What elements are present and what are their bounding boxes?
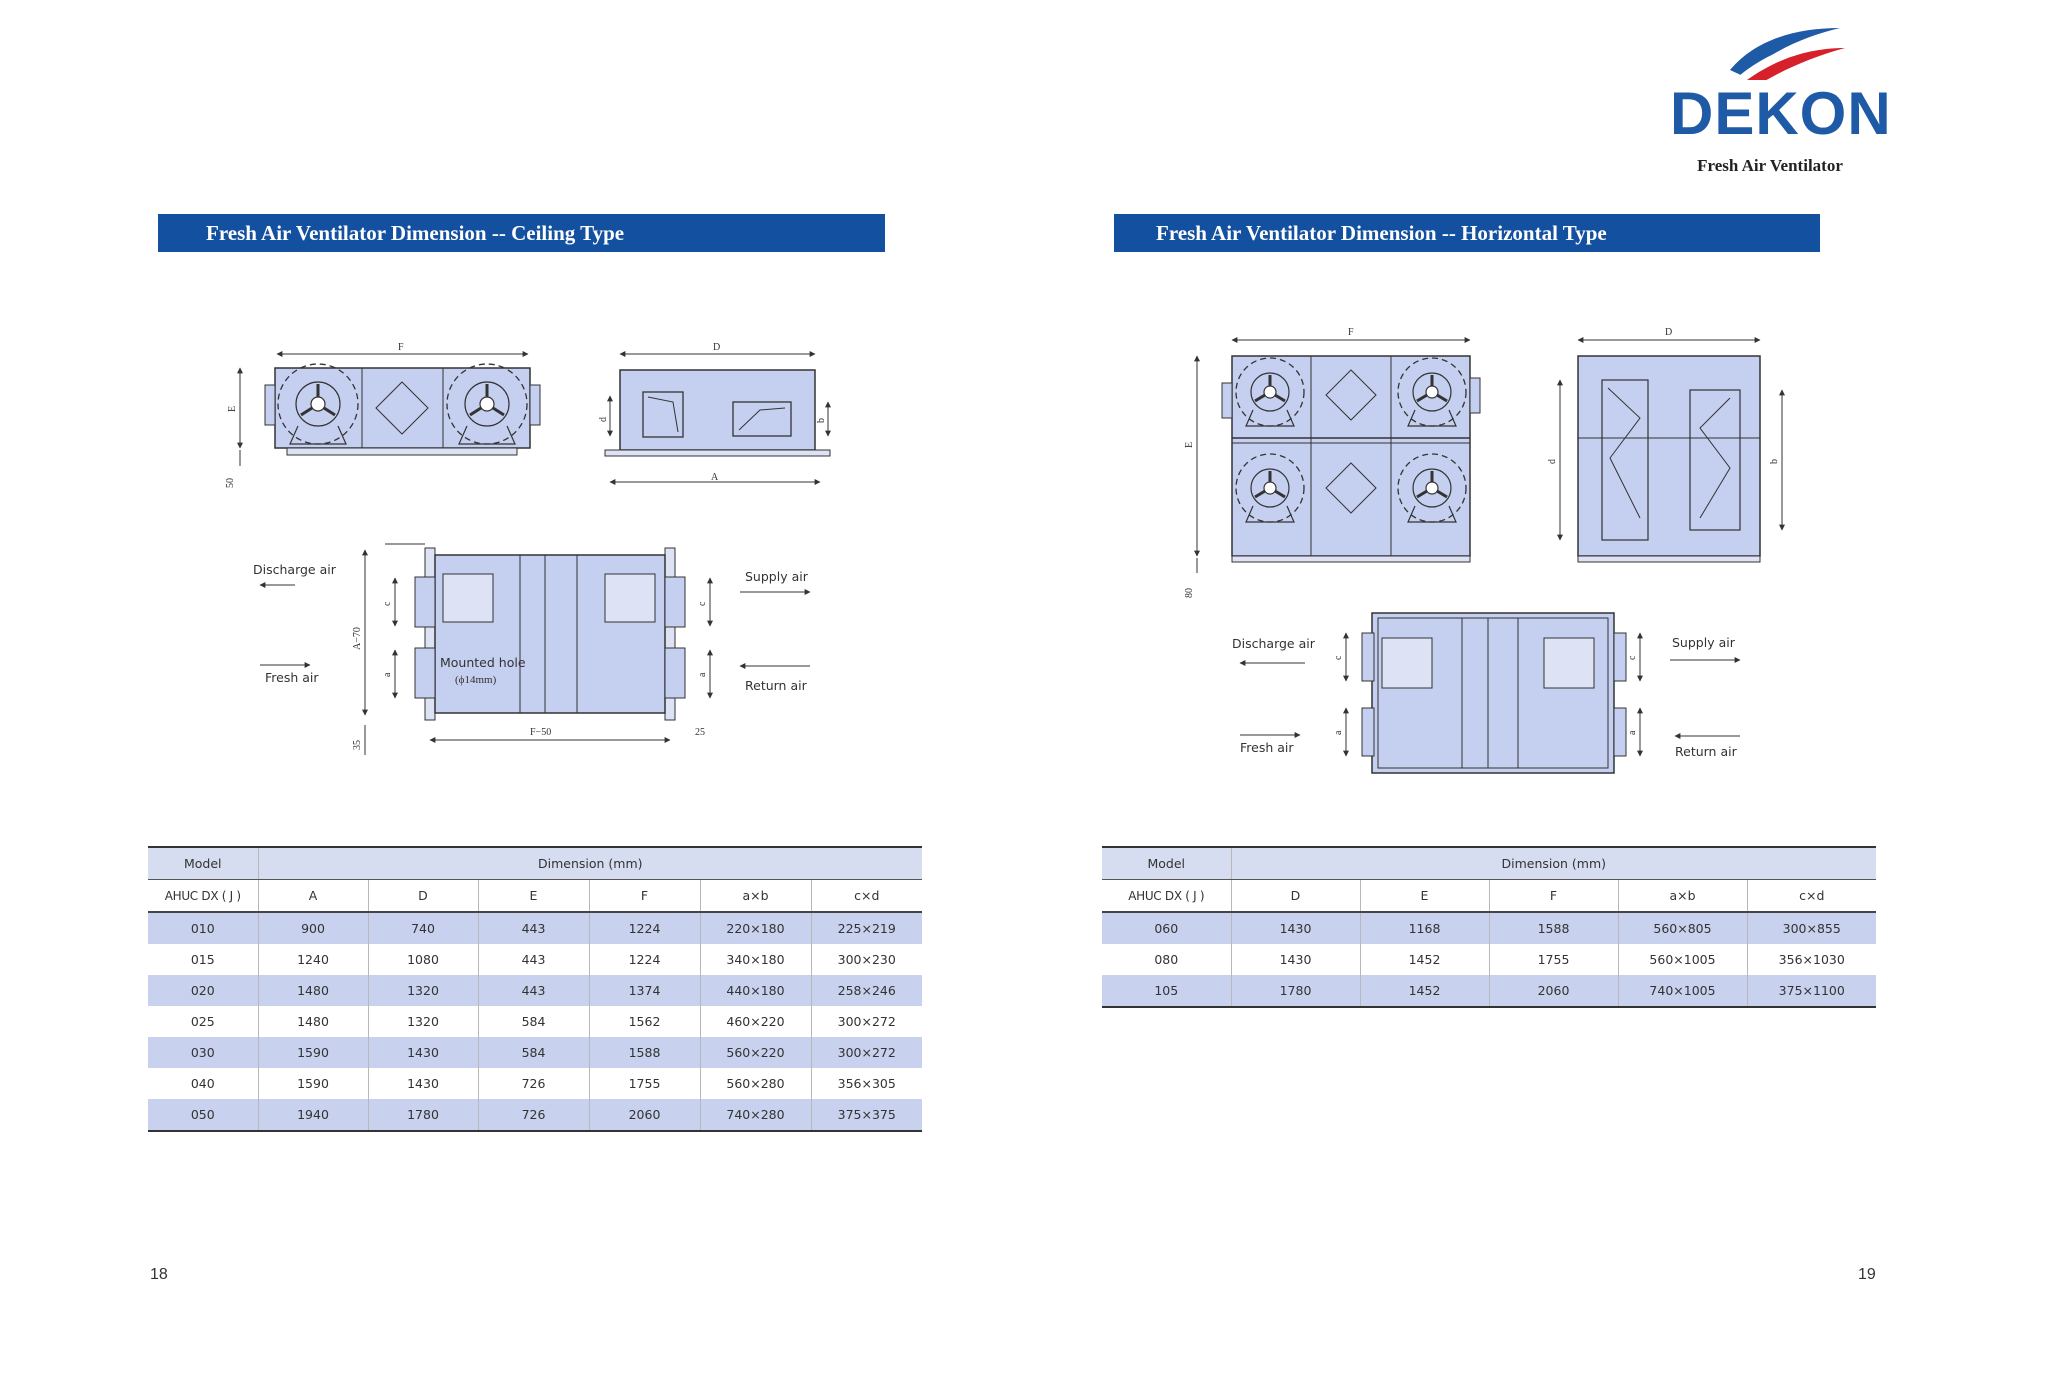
table-cell: 1320	[368, 975, 478, 1006]
table-cell: 1588	[1489, 912, 1618, 944]
brand-logo	[1670, 20, 1892, 176]
dim-d: d	[598, 417, 609, 422]
mounted-hole-label: Mounted hole	[440, 655, 526, 670]
col-header: c×d	[1747, 880, 1876, 913]
dim-a-left: a	[382, 672, 393, 677]
table-row	[148, 1099, 922, 1131]
col-header: D	[368, 880, 478, 913]
ceiling-dimension-table	[148, 846, 922, 1132]
table-cell: 356×305	[811, 1068, 922, 1099]
table-cell: 1224	[589, 912, 700, 944]
col-header: a×b	[700, 880, 811, 913]
table-cell: 1940	[258, 1099, 368, 1131]
horizontal-plan-view	[1232, 613, 1740, 773]
dim-A: A	[711, 472, 719, 483]
horizontal-type-title: Fresh Air Ventilator Dimension -- Horizontal Type	[1114, 214, 1820, 252]
table-cell: 1080	[368, 944, 478, 975]
table-cell: 225×219	[811, 912, 922, 944]
h-dim-E: E	[1184, 441, 1195, 448]
dim-35: 35	[352, 740, 363, 750]
ceiling-side-view	[598, 342, 830, 483]
model-header: Model	[1102, 847, 1231, 880]
ceiling-type-drawing	[215, 330, 855, 760]
h-dim-c-left: c	[1333, 655, 1344, 660]
table-cell: 010	[148, 912, 258, 944]
h-discharge-air-label: Discharge air	[1232, 636, 1315, 651]
h-return-air-label: Return air	[1675, 744, 1737, 759]
horizontal-side-view	[1547, 327, 1782, 562]
table-cell: 560×220	[700, 1037, 811, 1068]
table-cell: 440×180	[700, 975, 811, 1006]
table-row	[148, 1068, 922, 1099]
table-cell: 015	[148, 944, 258, 975]
dim-A-70: A−70	[352, 627, 363, 650]
dim-E: E	[227, 405, 238, 412]
table-cell: 1780	[368, 1099, 478, 1131]
table-cell: 726	[478, 1068, 589, 1099]
table-cell: 1224	[589, 944, 700, 975]
table-cell: 1430	[368, 1068, 478, 1099]
dim-50: 50	[225, 478, 236, 488]
table-row	[1102, 944, 1876, 975]
dim-c-right: c	[697, 601, 708, 606]
table-cell: 560×1005	[1618, 944, 1747, 975]
table-cell: 1480	[258, 975, 368, 1006]
table-cell: 1480	[258, 1006, 368, 1037]
supply-air-label: Supply air	[745, 569, 808, 584]
table-cell: 375×375	[811, 1099, 922, 1131]
ceiling-front-view	[225, 342, 540, 488]
table-cell: 740×1005	[1618, 975, 1747, 1007]
col-header: F	[1489, 880, 1618, 913]
table-cell: 1452	[1360, 975, 1489, 1007]
fresh-air-label: Fresh air	[265, 670, 319, 685]
table-cell: 030	[148, 1037, 258, 1068]
horizontal-front-view	[1184, 327, 1480, 598]
table-cell: 560×280	[700, 1068, 811, 1099]
table-cell: 1590	[258, 1037, 368, 1068]
dim-25: 25	[695, 727, 705, 738]
brand-swoosh-icon	[1725, 20, 1845, 80]
h-dim-F: F	[1348, 327, 1354, 338]
table-cell: 1374	[589, 975, 700, 1006]
col-header: c×d	[811, 880, 922, 913]
table-cell: 105	[1102, 975, 1231, 1007]
table-cell: 1780	[1231, 975, 1360, 1007]
table-cell: 900	[258, 912, 368, 944]
table-cell: 050	[148, 1099, 258, 1131]
table-cell: 300×230	[811, 944, 922, 975]
dimension-header: Dimension (mm)	[1231, 847, 1876, 880]
table-cell: 340×180	[700, 944, 811, 975]
table-row	[148, 975, 922, 1006]
table-cell: 1430	[368, 1037, 478, 1068]
table-cell: 1240	[258, 944, 368, 975]
horizontal-dimension-table	[1102, 846, 1876, 1008]
table-cell: 300×272	[811, 1037, 922, 1068]
table-row	[1102, 975, 1876, 1007]
table-cell: 1755	[1489, 944, 1618, 975]
table-cell: 2060	[589, 1099, 700, 1131]
mounted-hole-size: (ϕ14mm)	[455, 674, 497, 686]
col-header: a×b	[1618, 880, 1747, 913]
table-cell: 300×272	[811, 1006, 922, 1037]
table-row	[1102, 912, 1876, 944]
model-series: AHUC DX ( J )	[1102, 880, 1231, 913]
table-row	[148, 1037, 922, 1068]
table-cell: 726	[478, 1099, 589, 1131]
table-cell: 740×280	[700, 1099, 811, 1131]
table-cell: 560×805	[1618, 912, 1747, 944]
h-dim-b: b	[1769, 459, 1780, 464]
table-cell: 443	[478, 944, 589, 975]
table-cell: 020	[148, 975, 258, 1006]
table-cell: 080	[1102, 944, 1231, 975]
table-cell: 025	[148, 1006, 258, 1037]
table-cell: 443	[478, 975, 589, 1006]
table-cell: 356×1030	[1747, 944, 1876, 975]
table-cell: 258×246	[811, 975, 922, 1006]
page-number-right: 19	[1858, 1266, 1876, 1283]
table-cell: 300×855	[1747, 912, 1876, 944]
horizontal-type-drawing	[1170, 318, 1810, 788]
table-cell: 040	[148, 1068, 258, 1099]
table-cell: 060	[1102, 912, 1231, 944]
dim-F-50: F−50	[530, 727, 552, 738]
dimension-header: Dimension (mm)	[258, 847, 922, 880]
ceiling-plan-view	[253, 544, 810, 755]
table-cell: 1562	[589, 1006, 700, 1037]
h-dim-a-left: a	[1333, 730, 1344, 735]
h-supply-air-label: Supply air	[1672, 635, 1735, 650]
table-cell: 2060	[1489, 975, 1618, 1007]
ceiling-type-title: Fresh Air Ventilator Dimension -- Ceiling Type	[158, 214, 885, 252]
col-header: E	[478, 880, 589, 913]
h-dim-c-right: c	[1627, 655, 1638, 660]
h-dim-80: 80	[1184, 588, 1195, 598]
table-cell: 1588	[589, 1037, 700, 1068]
page-number-left: 18	[150, 1266, 168, 1283]
dim-a-right: a	[697, 672, 708, 677]
col-header: D	[1231, 880, 1360, 913]
brand-name: DEKON	[1670, 80, 1892, 147]
table-row	[148, 944, 922, 975]
table-cell: 1320	[368, 1006, 478, 1037]
col-header: F	[589, 880, 700, 913]
table-cell: 220×180	[700, 912, 811, 944]
table-row	[148, 1006, 922, 1037]
h-dim-a-right: a	[1627, 730, 1638, 735]
table-cell: 1590	[258, 1068, 368, 1099]
table-row	[148, 912, 922, 944]
table-cell: 1168	[1360, 912, 1489, 944]
table-cell: 584	[478, 1037, 589, 1068]
model-series: AHUC DX ( J )	[148, 880, 258, 913]
dim-b: b	[816, 418, 827, 423]
table-cell: 375×1100	[1747, 975, 1876, 1007]
col-header: A	[258, 880, 368, 913]
return-air-label: Return air	[745, 678, 807, 693]
table-cell: 443	[478, 912, 589, 944]
discharge-air-label: Discharge air	[253, 562, 336, 577]
table-cell: 460×220	[700, 1006, 811, 1037]
table-cell: 1430	[1231, 944, 1360, 975]
h-fresh-air-label: Fresh air	[1240, 740, 1294, 755]
model-header: Model	[148, 847, 258, 880]
brand-subtitle: Fresh Air Ventilator	[1697, 156, 1843, 175]
table-cell: 1430	[1231, 912, 1360, 944]
table-cell: 1452	[1360, 944, 1489, 975]
dim-F: F	[398, 342, 404, 353]
h-dim-d: d	[1547, 459, 1558, 464]
table-cell: 1755	[589, 1068, 700, 1099]
col-header: E	[1360, 880, 1489, 913]
h-dim-D: D	[1665, 327, 1673, 338]
table-cell: 584	[478, 1006, 589, 1037]
dim-c-left: c	[382, 601, 393, 606]
table-cell: 740	[368, 912, 478, 944]
dim-D: D	[713, 342, 721, 353]
